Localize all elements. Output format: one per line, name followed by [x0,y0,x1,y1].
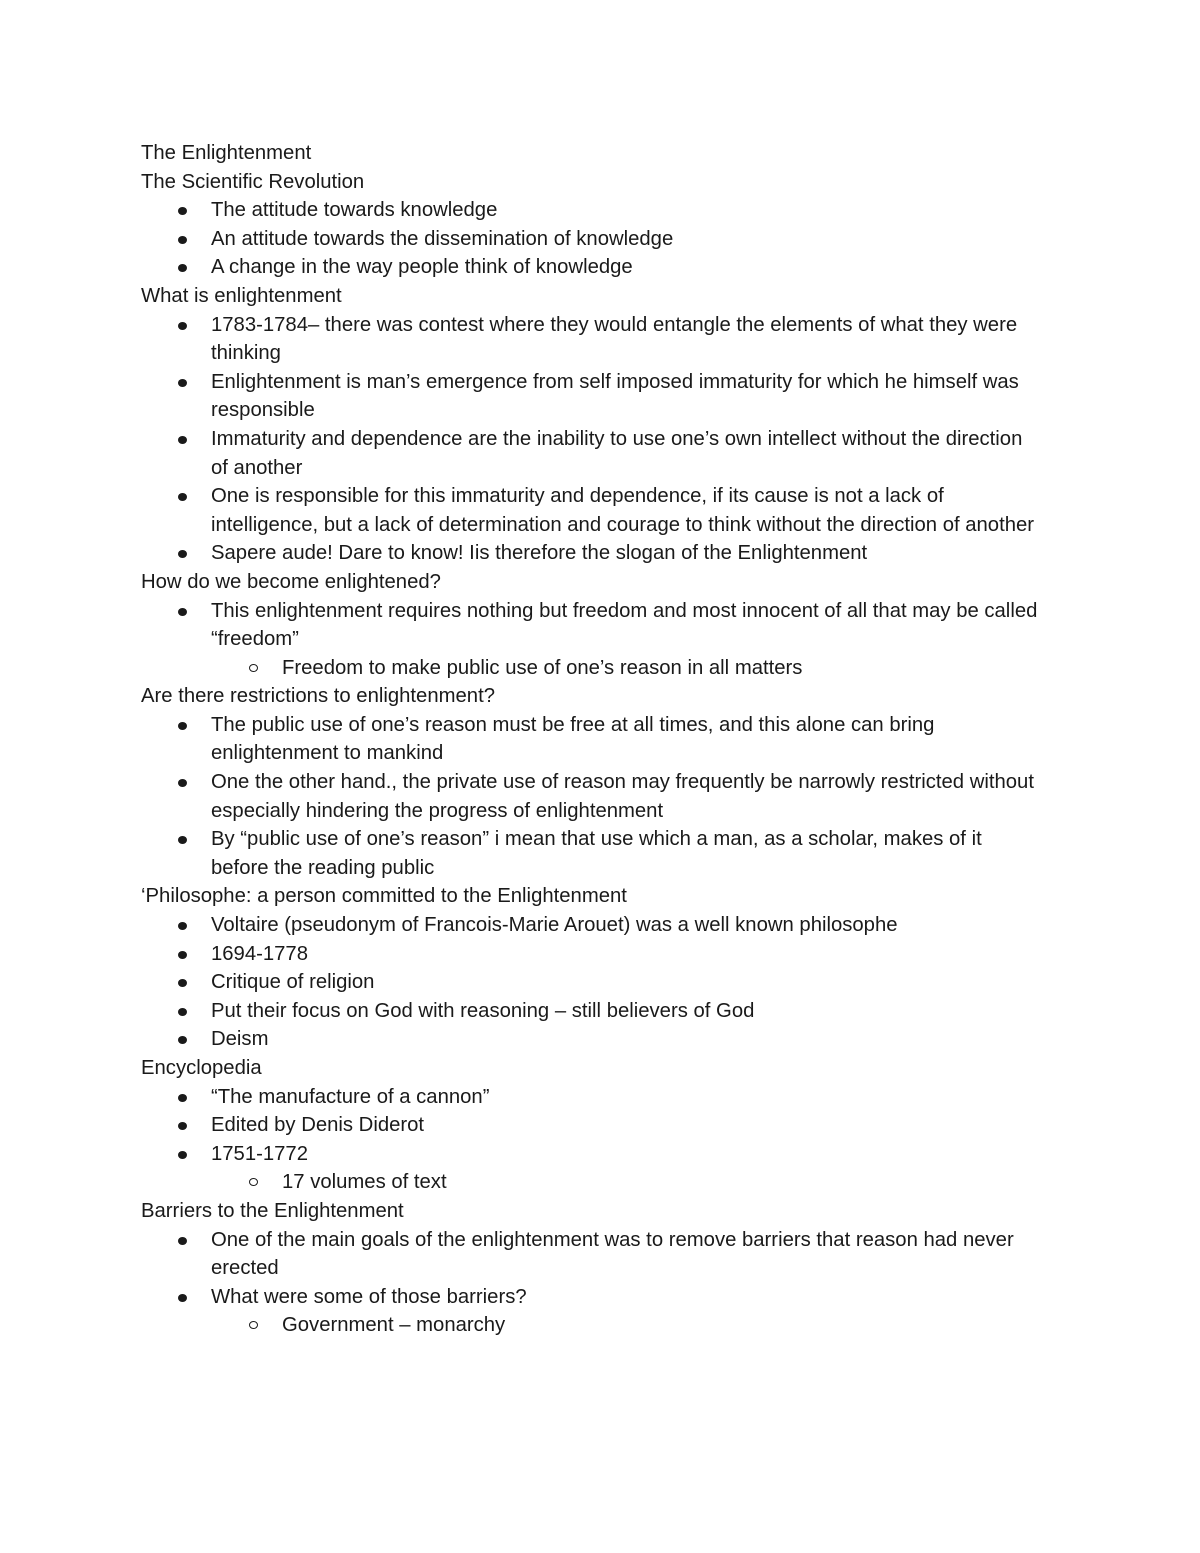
list-item: One is responsible for this immaturity and dependence, if its cause is not a lack of intelligence, but a lack of determination and courage to think without the direction of another [141,482,1041,539]
list-item: Immaturity and dependence are the inability to use one’s own intellect without the direction of another [141,425,1041,482]
list-item: An attitude towards the dissemination of knowledge [141,225,1041,254]
list-item: One the other hand., the private use of reason may frequently be narrowly restricted without especially hindering the progress of enlightenment [141,768,1041,825]
sub-list-item: Freedom to make public use of one’s reason in all matters [141,654,1041,683]
document-page [141,139,1041,1340]
bullet-list [141,911,1041,1054]
section-heading: The Scientific Revolution [141,170,365,193]
bullet-list [141,597,1041,683]
list-item: The public use of one’s reason must be free at all times, and this alone can bring enlightenment to mankind [141,711,1041,768]
section-heading: What is enlightenment [141,284,342,307]
list-item: What were some of those barriers? [141,1283,1041,1312]
list-item: Put their focus on God with reasoning – still believers of God [141,997,1041,1026]
bullet-list [141,711,1041,883]
list-item: A change in the way people think of knowledge [141,253,1041,282]
list-item: Deism [141,1025,1041,1054]
section-heading: Are there restrictions to enlightenment? [141,685,495,708]
bullet-list [141,196,1041,282]
list-item: The attitude towards knowledge [141,196,1041,225]
list-item: Critique of religion [141,968,1041,997]
bullet-list [141,1226,1041,1340]
list-item: Enlightenment is man’s emergence from self imposed immaturity for which he himself was responsible [141,368,1041,425]
list-item: 1694-1778 [141,940,1041,969]
list-item: “The manufacture of a cannon” [141,1083,1041,1112]
bullet-list [141,311,1041,568]
bullet-list [141,1083,1041,1197]
sub-list-item: Government – monarchy [141,1311,1041,1340]
list-item: Voltaire (pseudonym of Francois-Marie Arouet) was a well known philosophe [141,911,1041,940]
list-item: One of the main goals of the enlightenment was to remove barriers that reason had never erected [141,1226,1041,1283]
list-item: By “public use of one’s reason” i mean that use which a man, as a scholar, makes of it before the reading public [141,825,1041,882]
section-heading: How do we become enlightened? [141,570,441,593]
list-item: 1783-1784– there was contest where they would entangle the elements of what they were thinking [141,311,1041,368]
section-heading: ‘Philosophe: a person committed to the Enlightenment [141,885,627,908]
list-item: 1751-1772 [141,1140,1041,1169]
list-item: Sapere aude! Dare to know! Iis therefore the slogan of the Enlightenment [141,539,1041,568]
section-heading: Barriers to the Enlightenment [141,1199,404,1222]
sub-list-item: 17 volumes of text [141,1168,1041,1197]
list-item: Edited by Denis Diderot [141,1111,1041,1140]
section-heading: Encyclopedia [141,1057,262,1079]
list-item: This enlightenment requires nothing but freedom and most innocent of all that may be called “freedom” [141,597,1041,654]
document-title: The Enlightenment [141,142,312,164]
